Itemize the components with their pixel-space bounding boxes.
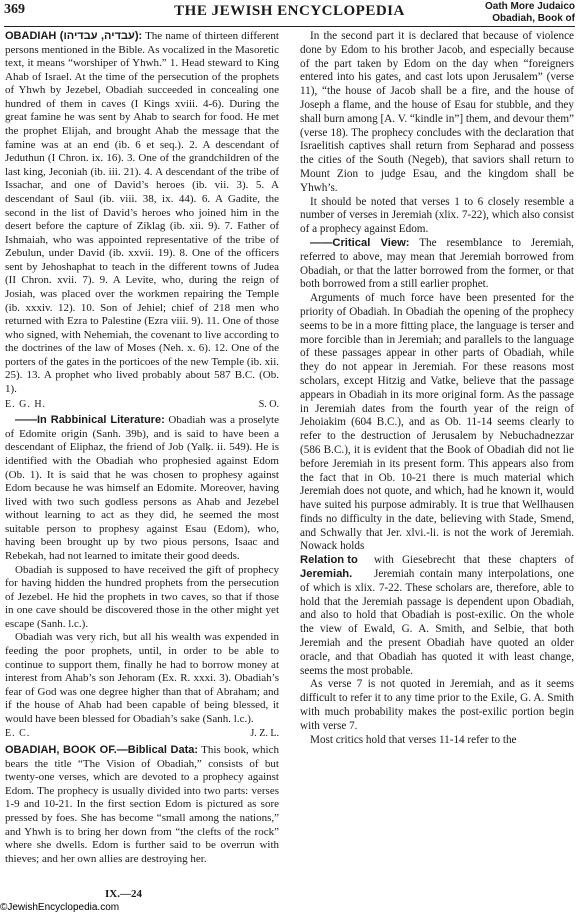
signature-right: J. Z. L. [250, 728, 279, 740]
book-heading: OBADIAH, BOOK OF.—Biblical Data: [5, 744, 199, 757]
header-rule [4, 26, 575, 27]
critical-paragraph-3 [300, 554, 574, 678]
critical-text-3: with Giesebrecht that these chapters of Jeremiah contain many interpolations, one of which is xlix. 7-22. These scholars are, therefore, able to hold that the Jeremiah passage is dependent upon Obadiah, and also to hold that Obadiah is post-exilic. On the whole the view of Ewald, G. A. Smith, and Selbie, that both Jeremiah and the present Obadiah have quoted an older oracle, and that Obadiah has quoted it with least change, seems the most probable. [300, 554, 574, 677]
rabbinical-heading: ——In Rabbinical Literature: [15, 414, 165, 427]
obadiah-signature [5, 398, 279, 412]
right-column [300, 30, 574, 747]
rabbinical-signature [5, 727, 279, 741]
obadiah-entry [5, 30, 279, 397]
page-number: 369 [4, 2, 25, 17]
critical-paragraph-1 [300, 237, 574, 292]
critical-paragraph-4: As verse 7 is not quoted in Jeremiah, and as it seems difficult to refer it to any time prior to the Exile, G. A. Smith with much probability makes the post-exilic portion begin with verse 7. [300, 678, 574, 732]
book-paragraph-1 [5, 744, 279, 866]
critical-paragraph-2: Arguments of much force have been presented for the priority of Obadiah. In Obadiah the opening of the prophecy seems to be in a more fitting place, the language is terser and more forcible than in Jeremiah; and parallels to the language of these passages appear in other parts of Obadiah, while they do not appear in Jeremiah. For these reasons most scholars, except Hitzig and Vatke, believe that the passage appears in Obadiah in its more original form. As the passage in Jeremiah dates from the fourth year of the reign of Jehoiakim (604 B.C.), and as Ob. 11-14 seems clearly to refer to the destruction of Jerusalem by Nebuchadnezzar (586 B.C.), it is evident that the Book of Obadiah did not lie before Jeremiah in its present form. This appears also from the fact that in Ob. 10-21 there is much material which Jeremiah does not quote, and which, had he known it, would have suited his purpose admirably. It is true that Wellhausen finds no difficulty in the date, believing with Stade, Smend, and Schwally that Jer. xlvi.-li. is not the work of Jeremiah. Nowack holds [300, 292, 574, 553]
signature-left: E. G. H. [5, 398, 47, 410]
rabbinical-text-1: Obadiah was a proselyte of Edomite origin (Sanh. 39b), and is said to have been a descendant of Eliphaz, the friend of Job (Yalḳ. ii. 549). He is identified with the Obadiah who prophesied against Edom (Ob. 1). It is said that he was chosen to prophesy against Edom because he was himself an Edomite. Moreover, having lived with two such godless persons as Ahab and Jezebel without learning to act as they did, he seemed the most suitable person to prophesy against Esau (Edom), who, having been brought up by two pious persons, Isaac and Rebekah, had not learned to imitate their good deeds. [5, 414, 279, 562]
book-text-1: This book, which bears the title “The Vision of Obadiah,” consists of but twenty-one verses, which are devoted to a prophecy against Edom. The prophecy is usually divided into two parts: verses 1-9 and 10-21. In the first section Edom is pictured as sore pressed by foes. She has become “small among the nations,” and Yhwh is to bring her down from “the clefts of the rock” where she dwells. Edom is further said to be overrun with thieves; and her own allies are destroying her. [5, 744, 279, 865]
obadiah-text: The name of thirteen different persons mentioned in the Bible. As vocalized in the Masoretic text, it means “worshiper of Yhwh.” 1. Head steward to King Ahab of Israel. At the time of the persecution of the prophets of Yhwh by Jezebel, Obadiah succeeded in concealing one hundred of them in caves (I Kings xviii. 4-6). During the great famine he was sent by Ahab to search for food. He met the prophet Elijah, and brought Ahab the message that the famine was at an end (ib. 6 et seq.). 2. A descendant of Jeduthun (I Chron. ix. 16). 3. One of the grandchildren of the last king, Jeconiah (ib. iii. 21). 4. A descendant of the tribe of Issachar, and one of David’s heroes (ib. vii. 3). 5. A descendant of Saul (ib. viii. 38, ix. 44). 6. A Gadite, the second in the list of David’s heroes who joined him in the desert before the capture of Ziklag (ib. xii. 9). 7. Father of Ishmaiah, who was appointed representative of the tribe of Zebulun, under David (ib. xxvii. 19). 8. One of the officers sent by Jehoshaphat to teach in the different towns of Judea (II Chron. xvii. 7). 9. A Levite, who, during the reign of Josiah, was placed over the workmen repairing the Temple (ib. xxxiv. 12). 10. Son of Jehiel; chief of 218 men who returned with Ezra to Palestine (Ezra viii. 9). 11. One of those who signed, with Nehemiah, the covenant to live according to the doctrines of the law of Moses (Neh. x. 6). 12. One of the porters of the gates in the porticoes of the new Temple (ib. xii. 25). 13. A prophet who lived probably about 587 B.C. (Ob. 1). [5, 30, 279, 396]
rabbinical-paragraph-3: Obadiah was very rich, but all his wealth was expended in feeding the poor prophets, until, in order to be able to continue to support them, finally he had to borrow money at interest from Ahab’s son Jehoram (Ex. R. xxxi. 3). Obadiah’s fear of God was one degree higher than that of Abraham; and if the house of Ahab had been capable of being blessed, it would have been blessed for Obadiah’s sake (Sanh. l.c.). [5, 631, 279, 725]
signature-left: E. C. [5, 728, 31, 740]
running-title: THE JEWISH ENCYCLOPEDIA [174, 3, 405, 19]
rabbinical-paragraph-1 [5, 414, 279, 563]
catchword-last: Obadiah, Book of [492, 13, 575, 24]
rabbinical-paragraph-2: Obadiah is supposed to have received the gift of prophecy for having hidden the hundred prophets from the persecution of Jezebel. He hid the prophets in two caves, so that if those in one cave should be discovered those in the other might yet escape (Sanh. l.c.). [5, 563, 279, 630]
book-paragraph-2: In the second part it is declared that because of violence done by Edom to his brother Jacob, and especially because of the part taken by Edom on the day when “foreigners entered into his gates, and cast lots upon Jerusalem” (verse 11), “the house of Jacob shall be a fire, and the house of Joseph a flame, and the house of Esau for stubble, and they shall burn among [A. V. “kindle in”] them, and devour them” (verse 18). The prophecy concludes with the declaration that Israelitish captives shall return from Sepharad and possess the cities of the South (Negeb), that saviors shall return to Mount Zion to judge Esau, and the kingdom shall be Yhwh’s. [300, 30, 574, 194]
critical-text-1: The resemblance to Jeremiah, referred to above, may mean that Jeremiah borrowed from Obadiah, or that the latter borrowed from the former, or that both borrowed from a still earlier prophet. [300, 236, 574, 291]
obadiah-heading: OBADIAH (עבדיה, עבדיהו): [5, 30, 143, 42]
header-catchwords [485, 1, 575, 25]
critical-paragraph-5: Most critics hold that verses 11-14 refer to the [310, 733, 517, 746]
book-paragraph-3: It should be noted that verses 1 to 6 closely resemble a number of verses in Jeremiah (xlix. 7-22), which also consist of a prophecy against Edom. [300, 195, 574, 236]
marginal-heading: Relation to Jeremiah. [300, 554, 358, 581]
catchword-first: Oath More Judaico [484, 1, 575, 12]
critical-heading: ——Critical View: [310, 236, 410, 249]
copyright-url[interactable]: ©JewishEncyclopedia.com [0, 902, 120, 913]
left-column [5, 30, 279, 866]
signature-mark: IX.—24 [105, 888, 142, 900]
signature-right: S. O. [258, 398, 279, 410]
page-header [0, 0, 579, 30]
